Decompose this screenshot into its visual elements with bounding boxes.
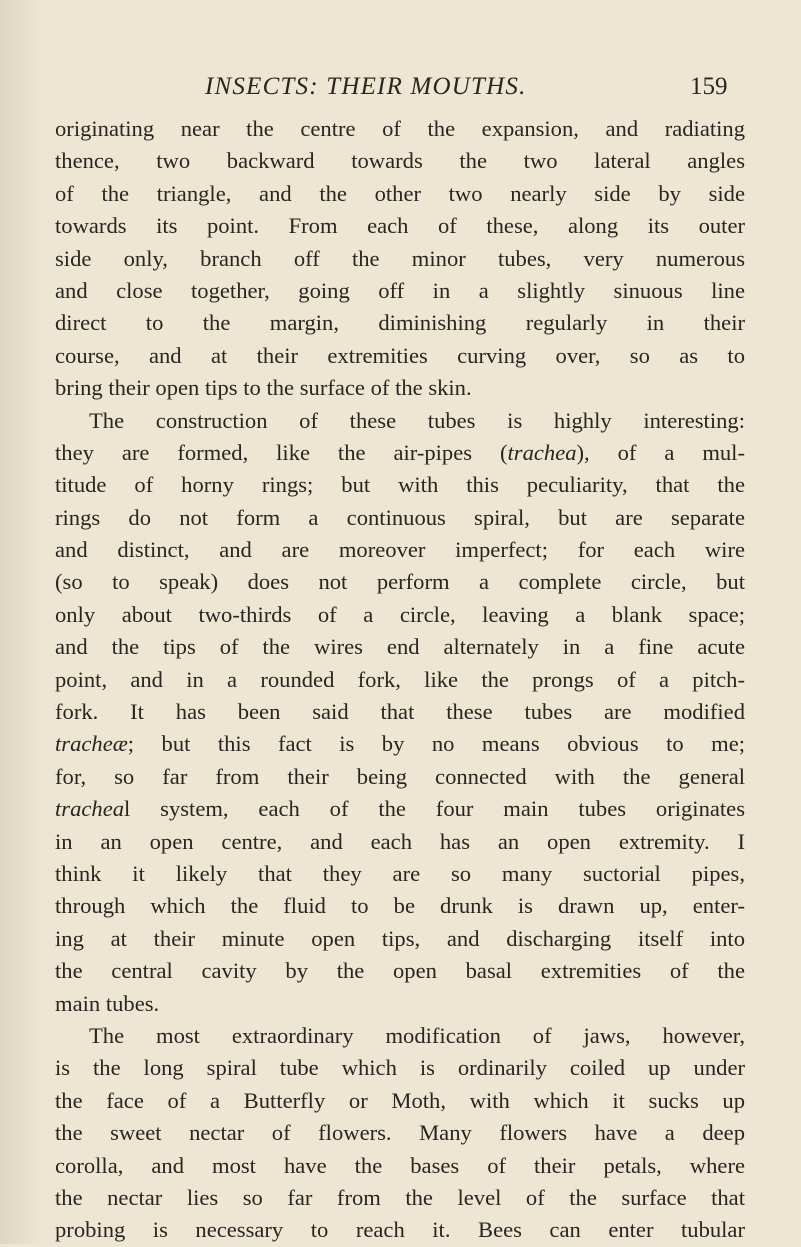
text-line: ing at their minute open tips, and discharging itself into bbox=[55, 925, 745, 951]
italic-term: trachea bbox=[507, 439, 577, 465]
page-number: 159 bbox=[690, 73, 728, 100]
running-head: INSECTS: THEIR MOUTHS. bbox=[205, 73, 527, 100]
text-line: point, and in a rounded fork, like the prongs of a pitch- bbox=[55, 666, 745, 692]
italic-term: tracheæ bbox=[55, 731, 128, 757]
text-line: of the triangle, and the other two nearly side by side bbox=[55, 180, 745, 206]
text-line: direct to the margin, diminishing regularly in their bbox=[55, 310, 745, 336]
text-line: rings do not form a continuous spiral, but are separate bbox=[55, 504, 745, 530]
text-line: and distinct, and are moreover imperfect; for each wire bbox=[55, 537, 745, 563]
text-line: in an open centre, and each has an open extremity. I bbox=[55, 828, 745, 854]
text-line: the nectar lies so far from the level of the surface that bbox=[55, 1184, 745, 1210]
text-line: probing is necessary to reach it. Bees can enter tubular bbox=[55, 1217, 745, 1243]
text-line: bring their open tips to the surface of the skin. bbox=[55, 375, 472, 401]
text-line: The construction of these tubes is highly interesting: bbox=[89, 407, 745, 433]
text-line: they are formed, like the air-pipes (trachea), of a mul- bbox=[55, 439, 745, 465]
text-line: fork. It has been said that these tubes are modified bbox=[55, 699, 745, 725]
text-line: originating near the centre of the expansion, and radiating bbox=[55, 116, 745, 141]
text-line: corolla, and most have the bases of their petals, where bbox=[55, 1152, 745, 1178]
text-line: and the tips of the wires end alternately in a fine acute bbox=[55, 634, 745, 660]
page-header bbox=[0, 73, 801, 109]
text-line: side only, branch off the minor tubes, very numerous bbox=[55, 245, 745, 271]
italic-term: trachea bbox=[55, 796, 125, 822]
text-line: titude of horny rings; but with this peculiarity, that the bbox=[55, 472, 745, 498]
text-line: tracheal system, each of the four main tubes originates bbox=[55, 796, 745, 822]
text-line: the face of a Butterfly or Moth, with which it sucks up bbox=[55, 1087, 745, 1113]
text-line: only about two-thirds of a circle, leaving a blank space; bbox=[55, 601, 745, 627]
text-line: for, so far from their being connected with the general bbox=[55, 763, 745, 789]
text-line: towards its point. From each of these, along its outer bbox=[55, 213, 745, 239]
text-line: and close together, going off in a slightly sinuous line bbox=[55, 277, 745, 303]
text-line: is the long spiral tube which is ordinarily coiled up under bbox=[55, 1055, 745, 1081]
text-line: (so to speak) does not perform a complete circle, but bbox=[55, 569, 745, 595]
text-line: the sweet nectar of flowers. Many flowers have a deep bbox=[55, 1120, 745, 1146]
text-line: main tubes. bbox=[55, 990, 160, 1016]
text-line: thence, two backward towards the two lateral angles bbox=[55, 148, 745, 174]
text-line: The most extraordinary modification of jaws, however, bbox=[89, 1022, 745, 1048]
body-text bbox=[55, 113, 745, 1247]
text-line: through which the fluid to be drunk is drawn up, enter- bbox=[55, 893, 745, 919]
text-line: course, and at their extremities curving over, so as to bbox=[55, 342, 745, 368]
text-line: think it likely that they are so many suctorial pipes, bbox=[55, 860, 745, 886]
text-line: tracheæ; but this fact is by no means obvious to me; bbox=[55, 731, 745, 757]
text-line: the central cavity by the open basal extremities of the bbox=[55, 958, 745, 984]
